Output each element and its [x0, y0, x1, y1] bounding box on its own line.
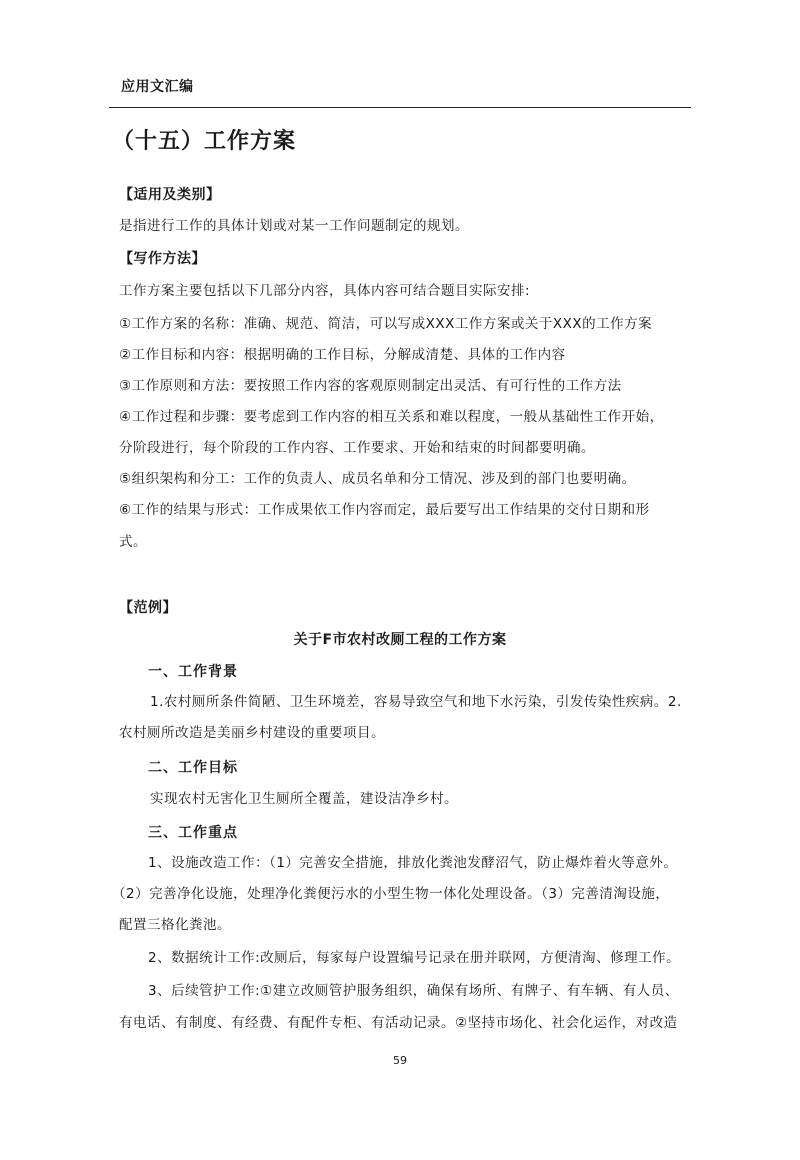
method-item: ①工作方案的名称：准确、规范、简洁，可以写成XXX工作方案或关于XXX的工作方案 — [119, 316, 653, 332]
method-heading: 【写作方法】 — [119, 251, 206, 267]
example-paragraph-line: 3、后续管护工作:①建立改厕管护服务组织，确保有场所、有牌子、有车辆、有人员、 — [148, 983, 679, 999]
example-title: 关于F市农村改厕工程的工作方案 — [293, 632, 507, 648]
example-paragraph-line: 1.农村厕所条件简陋、卫生环境差，容易导致空气和地下水污染，引发传染性疾病。2. — [150, 694, 682, 710]
scope-text: 是指进行工作的具体计划或对某一工作问题制定的规划。 — [119, 218, 469, 234]
example-section-heading: 三、工作重点 — [148, 825, 238, 841]
method-intro: 工作方案主要包括以下几部分内容，具体内容可结合题目实际安排: — [119, 283, 531, 299]
example-paragraph-line: 1、设施改造工作：（1）完善安全措施，排放化粪池发酵沼气，防止爆炸着火等意外。 — [148, 855, 678, 871]
example-paragraph-line: 农村厕所改造是美丽乡村建设的重要项目。 — [119, 725, 385, 741]
method-item: ③工作原则和方法：要按照工作内容的客观原则制定出灵活、有可行性的工作方法 — [119, 378, 622, 394]
running-header: 应用文汇编 — [121, 79, 194, 95]
example-section-heading: 二、工作目标 — [148, 760, 238, 776]
header-divider — [109, 107, 691, 108]
chapter-title: （十五）工作方案 — [112, 129, 297, 154]
method-item: ②工作目标和内容：根据明确的工作目标，分解成清楚、具体的工作内容 — [119, 347, 566, 363]
method-item: ④工作过程和步骤：要考虑到工作内容的相互关系和难以程度，一般从基础性工作开始， — [119, 409, 664, 425]
scope-heading: 【适用及类别】 — [119, 187, 221, 203]
method-item: 分阶段进行，每个阶段的工作内容、工作要求、开始和结束的时间都要明确。 — [119, 440, 595, 456]
example-paragraph-line: 实现农村无害化卫生厕所全覆盖，建设洁净乡村。 — [150, 791, 458, 807]
example-paragraph-line: 2、数据统计工作:改厕后，每家每户设置编号记录在册并联网，方便清淘、修理工作。 — [148, 950, 681, 966]
method-item: ⑤组织架构和分工：工作的负责人、成员名单和分工情况、涉及到的部门也要明确。 — [119, 471, 636, 487]
page-number: 59 — [393, 1054, 407, 1067]
method-item: 式。 — [119, 534, 147, 550]
method-item: ⑥工作的结果与形式：工作成果依工作内容而定，最后要写出工作结果的交付日期和形 — [119, 502, 650, 518]
example-heading: 【范例】 — [119, 600, 177, 616]
example-paragraph-line: 有电话、有制度、有经费、有配件专柜、有活动记录。②坚持市场化、社会化运作，对改造 — [119, 1015, 678, 1031]
example-paragraph-line: （2）完善净化设施，处理净化粪便污水的小型生物一体化处理设备。（3）完善清淘设施， — [112, 886, 670, 902]
example-paragraph-line: 配置三格化粪池。 — [119, 917, 231, 933]
example-section-heading: 一、工作背景 — [148, 664, 238, 680]
